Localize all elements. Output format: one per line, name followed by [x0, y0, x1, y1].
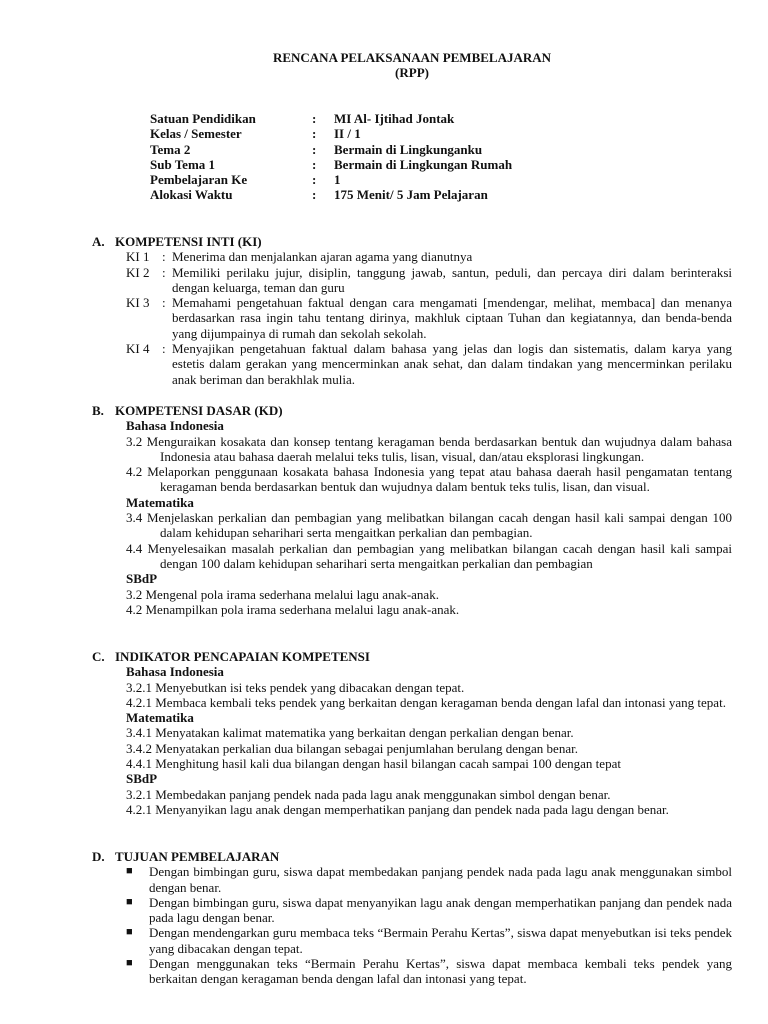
section-heading: [92, 649, 732, 664]
kd-item: 3.2 Mengenal pola irama sederhana melalui lagu anak-anak.: [126, 586, 439, 602]
section-letter: B.: [92, 403, 104, 418]
identity-value: Bermain di Lingkunganku: [334, 141, 483, 157]
ki-item: [126, 265, 732, 296]
indicator-item: 3.2.1 Menyebutkan isi teks pendek yang dibacakan dengan tepat.: [126, 679, 465, 695]
colon: :: [312, 156, 317, 172]
subject-heading: SBdP: [126, 771, 158, 787]
section-title: TUJUAN PEMBELAJARAN: [115, 849, 280, 864]
subject-heading: Matematika: [126, 710, 194, 726]
square-bullet-icon: ■: [126, 865, 133, 878]
objective-item: [126, 895, 732, 926]
colon: :: [312, 187, 317, 203]
section-heading: [92, 403, 732, 418]
indicator-item: 4.4.1 Menghitung hasil kali dua bilangan dengan hasil bilangan cacah sampai 100 dengan tepat: [126, 756, 621, 772]
section-title: INDIKATOR PENCAPAIAN KOMPETENSI: [115, 649, 370, 664]
identity-value: 1: [334, 172, 341, 188]
ki-code: KI 3: [126, 295, 150, 311]
subject-heading: SBdP: [126, 571, 158, 587]
colon: :: [162, 249, 166, 265]
ki-text: Menerima dan menjalankan ajaran agama yang dianutnya: [172, 249, 473, 265]
identity-label: Kelas / Semester: [150, 126, 242, 142]
identity-row: [150, 187, 512, 202]
section-title: KOMPETENSI INTI (KI): [115, 234, 262, 249]
section-letter: C.: [92, 649, 105, 664]
identity-row: [150, 142, 512, 157]
objective-item: [126, 864, 732, 895]
indicator-item: 3.2.1 Membedakan panjang pendek nada pada lagu anak menggunakan simbol dengan benar.: [126, 786, 611, 802]
document-title: RENCANA PELAKSANAAN PEMBELAJARAN: [272, 50, 552, 65]
objective-text: Dengan mendengarkan guru membaca teks “Bermain Perahu Kertas”, siswa dapat menyebutkan isi teks pendek yang dibacakan dengan tepat.: [149, 925, 732, 956]
identity-value: MI Al- Ijtihad Jontak: [334, 111, 455, 126]
section-kompetensi-dasar: [92, 403, 732, 617]
identity-row: [150, 126, 512, 141]
identity-label: Sub Tema 1: [150, 156, 216, 172]
colon: :: [312, 141, 317, 157]
identity-row: [150, 172, 512, 187]
ki-text: Memiliki perilaku jujur, disiplin, tanggung jawab, santun, peduli, dan percaya diri dalam berinteraksi dengan keluarga, teman dan guru: [172, 264, 732, 295]
kd-item: 4.2 Melaporkan penggunaan kosakata bahasa Indonesia yang tepat atau bahasa daerah hasil pengamatan tentang keragaman benda berdasarkan bentuk dan wujudnya dalam bentuk teks tulis, lisan, dan visual.: [126, 464, 732, 495]
objective-text: Dengan bimbingan guru, siswa dapat menyanyikan lagu anak dengan memperhatikan panjang dan pendek nada pada lagu dengan benar.: [149, 894, 732, 926]
square-bullet-icon: ■: [126, 895, 133, 908]
section-tujuan: [92, 849, 732, 987]
ki-item: [126, 249, 732, 264]
identity-label: Alokasi Waktu: [150, 187, 233, 203]
objective-text: Dengan bimbingan guru, siswa dapat membedakan panjang pendek nada pada lagu anak menggunakan simbol dengan benar.: [149, 864, 732, 895]
kd-item: 3.2 Menguraikan kosakata dan konsep tentang keragaman benda berdasarkan bentuk dan wujudnya dalam bahasa Indonesia atau bahasa daerah melalui teks tulis, lisan, visual, dan/atau eksplorasi lingkungan.: [126, 433, 732, 464]
section-title: KOMPETENSI DASAR (KD): [115, 403, 283, 418]
ki-item: [126, 295, 732, 341]
document-subtitle: (RPP): [395, 65, 429, 80]
square-bullet-icon: ■: [126, 957, 133, 970]
ki-item: [126, 341, 732, 387]
ki-text: Menyajikan pengetahuan faktual dalam bahasa yang jelas dan logis dan sistematis, dalam karya yang estetis dalam gerakan yang mencerminkan anak sehat, dan dalam tindakan yang mencerminkan perilaku anak beriman dan berakhlak mulia.: [172, 341, 732, 387]
colon: :: [162, 295, 166, 311]
square-bullet-icon: ■: [126, 926, 133, 939]
ki-code: KI 2: [126, 264, 150, 280]
identity-value: 175 Menit/ 5 Jam Pelajaran: [334, 187, 488, 203]
identity-label: Satuan Pendidikan: [150, 111, 256, 126]
kd-item: 3.4 Menjelaskan perkalian dan pembagian yang melibatkan bilangan cacah dengan hasil kali sampai dengan 100 dalam kehidupan seharihari serta mengaitkan perkalian dan pembagian.: [126, 510, 732, 541]
colon: :: [312, 126, 317, 142]
colon: :: [312, 172, 317, 188]
kd-item: 4.2 Menampilkan pola irama sederhana melalui lagu anak-anak.: [126, 601, 460, 617]
identity-value: II / 1: [334, 126, 361, 142]
colon: :: [162, 264, 166, 280]
ki-text: Memahami pengetahuan faktual dengan cara mengamati [mendengar, melihat, membaca] dan menanya berdasarkan rasa ingin tahu tentang dirinya, makhluk ciptaan Tuhan dan kegiatannya, dan benda-benda yang dijumpainya di rumah dan sekolah sekolah.: [172, 295, 732, 341]
section-heading: [92, 849, 732, 864]
section-heading: [92, 234, 732, 249]
identity-label: Pembelajaran Ke: [150, 172, 248, 188]
kd-item: 4.4 Menyelesaikan masalah perkalian dan pembagian yang melibatkan bilangan cacah dengan hasil kali sampai dengan 100 dalam kehidupan seharihari serta mengaitkan perkalian dan pembagian: [126, 540, 732, 571]
subject-heading: Bahasa Indonesia: [126, 418, 224, 434]
identity-table: [150, 111, 512, 203]
indicator-item: 4.2.1 Menyanyikan lagu anak dengan memperhatikan panjang dan pendek nada pada lagu dengan benar.: [126, 801, 669, 817]
indicator-item: 3.4.2 Menyatakan perkalian dua bilangan sebagai penjumlahan berulang dengan benar.: [126, 740, 578, 756]
objective-item: [126, 925, 732, 956]
objective-text: Dengan menggunakan teks “Bermain Perahu Kertas”, siswa dapat membaca kembali teks pendek yang berkaitan dengan keragaman benda dengan lafal dan intonasi yang tepat.: [149, 956, 732, 987]
section-letter: D.: [92, 849, 105, 864]
section-indikator: [92, 649, 732, 817]
identity-value: Bermain di Lingkungan Rumah: [334, 156, 513, 172]
ki-code: KI 4: [126, 341, 150, 357]
section-kompetensi-inti: [92, 234, 732, 387]
subject-heading: Matematika: [126, 494, 194, 510]
section-letter: A.: [92, 234, 105, 249]
colon: :: [312, 111, 317, 126]
colon: :: [162, 341, 166, 357]
indicator-item: 4.2.1 Membaca kembali teks pendek yang berkaitan dengan keragaman benda dengan lafal dan intonasi yang tepat.: [126, 694, 726, 710]
identity-row: [150, 157, 512, 172]
ki-code: KI 1: [126, 249, 150, 265]
identity-row: [150, 111, 512, 126]
identity-label: Tema 2: [150, 141, 191, 157]
subject-heading: Bahasa Indonesia: [126, 664, 224, 680]
indicator-item: 3.4.1 Menyatakan kalimat matematika yang berkaitan dengan perkalian dengan benar.: [126, 725, 574, 741]
objective-item: [126, 956, 732, 987]
